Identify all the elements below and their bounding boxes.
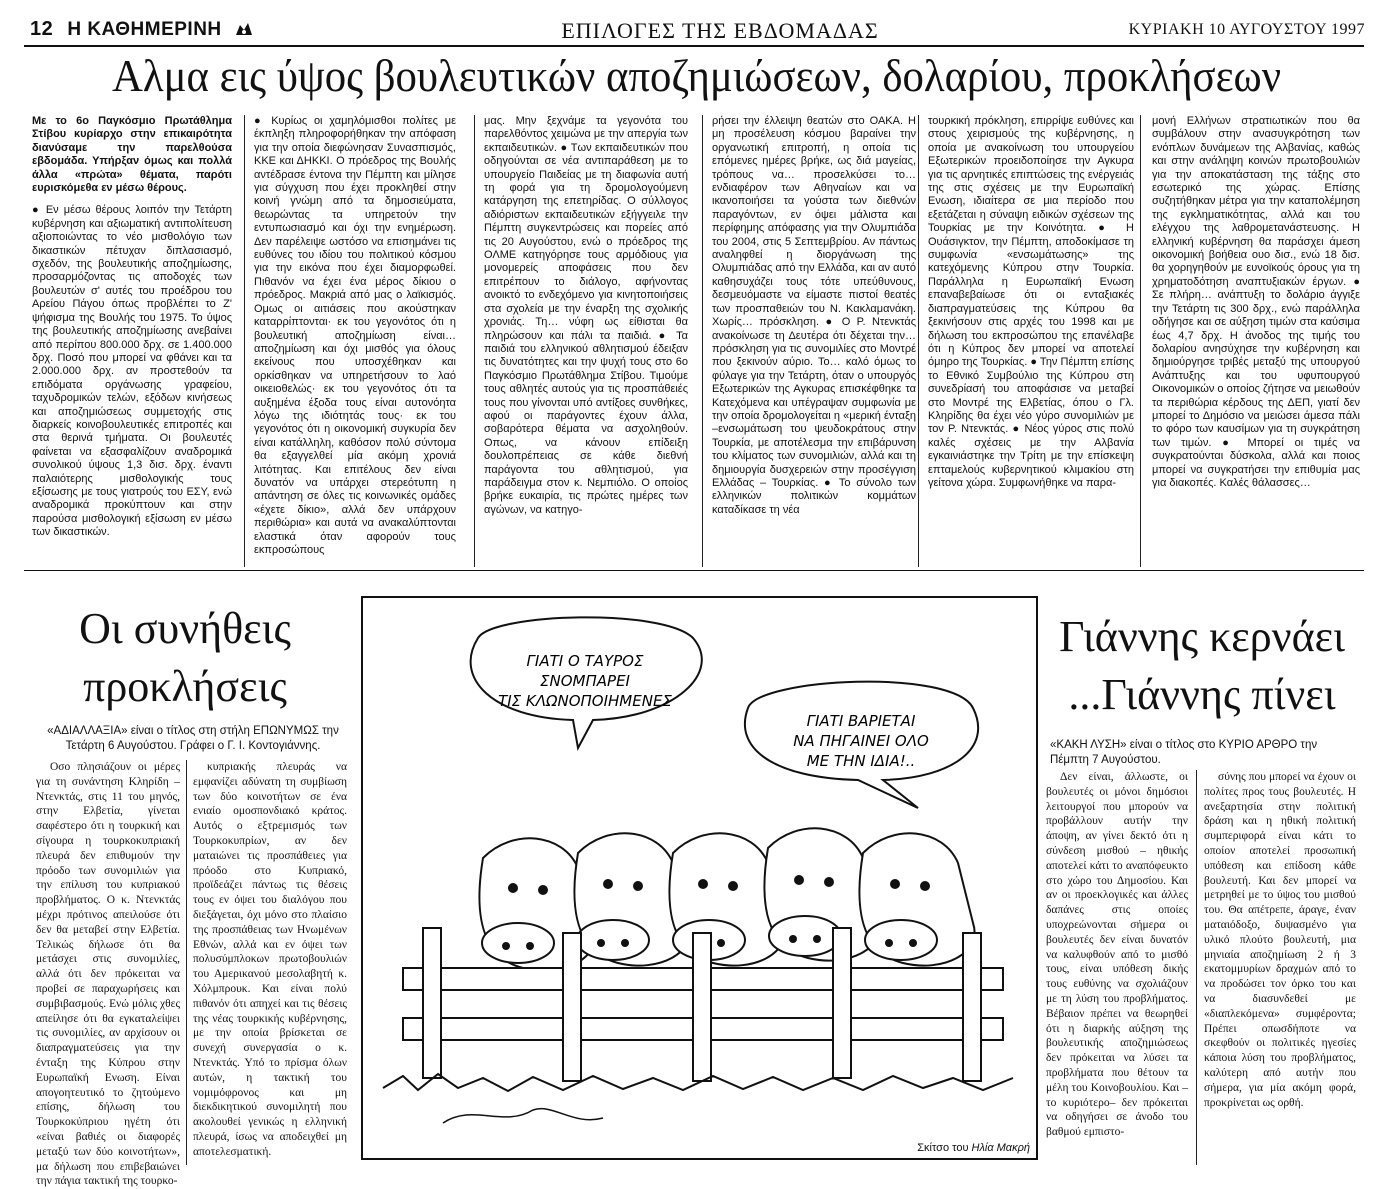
top-article-col-2 (254, 115, 456, 566)
bubble-1-line-2: ΣΝΟΜΠΑΡΕΙ (540, 672, 630, 690)
top-article-col-3 (484, 115, 688, 526)
column-divider (186, 760, 187, 1165)
article-paragraph: ρήσει την έλλειψη θεατών στο ΟΑΚΑ. Η μη προσέλευση κόσμου βαραίνει την οργανωτική επιτροπή, η οποία τις επόμενες ημέρες βρήκε, ως διά μαγείας, τρόπους να… προσελκύσει το… ενδιαφέρον των Αθηναίων και να ικανοποιήσει τα γούστα των διεθνών παραγόντων, εν όψει μάλιστα και περίφημης απόφασης για την Ολυμπιάδα του 2004, στις 5 Σεπτεμβρίου. Αν πάντως αναληφθεί η διοργάνωση της Ολυμπιάδας από την Ελλάδα, και αν αυτό καθησυχάζει τους τότε υπεύθυνους, δεσμευόμαστε να είμαστε πιστοί θεατές των προσπαθειών του Ν. Κακλαμανάκη. Χωρίς… πρόσκληση. ● Ο Ρ. Ντενκτάς ανακοίνωσε τη Δευτέρα ότι δέχεται την… πρόσκληση για τις συνομιλίες στο Μοντρέ που ξεκινούν αύριο. Το… καλό όμως το φύλαγε για την Τετάρτη, όταν ο υπουργός Εξωτερικών της Αγκυρας επισκέφθηκε τα Κατεχόμενα και υπέγραψαν συμφωνία με την οποία δρομολογείται η «μερική ένταξη –ενσωμάτωση του ψευδοκράτους στην Τουρκία, με αποτέλεσμα την επιβάρυνση του κλίματος των συνομιλιών, αλλά και τη δημιουργία δυσχερειών στην προσέγγιση Ελλάδας – Τουρκίας. ● Το σύνολο των ελληνικών πολιτικών κομμάτων καταδίκασε τη νέα (712, 115, 916, 516)
section-title: ΕΠΙΛΟΓΕΣ ΤΗΣ ΕΒΔΟΜΑΔΑΣ (561, 18, 879, 43)
article-paragraph: τουρκική πρόκληση, επιρρίψε ευθύνες και στους χειρισμούς της κυβέρνησης, η οποία με ανακοίνωση του υπουργείου Εξωτερικών προειδοποίησε την Αγκυρα για τις αρνητικές επιπτώσεις της ενέργειάς της στις σχέσεις με την Ευρωπαϊκή Ενωση, ιδιαίτερα σε μια περίοδο που εξετάζεται η σύναψη ειδικών σχέσεων της Τουρκίας με την Κοινότητα. ● Η Ουάσιγκτον, την Πέμπτη, αποδοκίμασε τη συμφωνία «ενσωμάτωσης» της κατεχόμενης Κύπρου στην Τουρκία. Παράλληλα η Ευρωπαϊκή Ενωση επαναβεβαίωσε ότι οι ενταξιακές διαπραγματεύσεις της Κύπρου θα ξεκινήσουν στις αρχές του 1998 και με δήλωση του εκπροσώπου της επανέλαβε ότι η Κύπρος δεν μπορεί να αποτελεί όμηρο της Τουρκίας. ● Την Πέμπτη επίσης το Εθνικό Συμβούλιο της Κύπρου στη συνεδρίασή του αποφάσισε να μεταβεί στο Μοντρέ της Ελβετίας, όπου ο Γλ. Κληρίδης θα έχει νέο γύρο συνομιλιών με τον Ρ. Ντενκτάς. ● Νέος γύρος στις πολύ καλές σχέσεις με την Αλβανία εγκαινιάστηκε την Τρίτη με την επίσκεψη επταμελούς κυβερνητικού κλιμακίου στη γείτονα χώρα. Συμφωνήθηκε να παρα- (928, 115, 1134, 489)
left-article-col-1 (36, 760, 180, 1188)
top-article-col-4 (712, 115, 916, 526)
bubble-1-line-1: ΓΙΑΤΙ Ο ΤΑΥΡΟΣ (526, 652, 644, 670)
bubble-1-line-3: ΤΙΣ ΚΛΩΝΟΠΟΙΗΜΕΝΕΣ (498, 692, 672, 710)
article-lead: Με το 6ο Παγκόσμιο Πρωτάθλημα Στίβου κυρίαρχο στην επικαιρότητα διανύσαμε την παρελθούσα εβδομάδα. Υπήρξαν όμως και πολλά άλλα «πρώτα» θέματα, παρότι ευρισκόμεθα εν μέσω θέρους. (32, 115, 232, 195)
article-paragraph: ● Κυρίως οι χαμηλόμισθοι πολίτες με έκπληξη πληροφορήθηκαν την απόφαση για την οποία διεφώνησαν Συνασπισμός, ΚΚΕ και ΔΗΚΚΙ. Ο πρόεδρος της Βουλής αντέδρασε έντονα την Πέμπτη και μίλησε για σύγχυση που έχει προκληθεί στην κοινή γνώμη από τα δημοσιεύματα, θεωρώντας τα υπηρετούν την εντυπωσιασμό και όχι την ενημέρωση. Δεν παρέλειψε ωστόσο να επισημάνει τις ευθύνες του ιδίου του πολιτικού κόσμου για την εικόνα που έχει διαμορφωθεί. Πιθανόν να έχει ένα μέρος δίκιου ο πρόεδρος. Μακριά από μας ο λαϊκισμός. Ομως οι αιτιάσεις που ακούστηκαν καταρρίπτονται· εκ του γεγονότος ότι η βουλευτική αποζημίωση είναι… αποζημίωση και όχι μισθός για όλους εκείνους που υποσχέθηκαν και ορκίσθηκαν να υπηρετήσουν το λαό οικειοθελώς· εκ του γεγονότος ότι τα αυξημένα έξοδα τους είναι αυτονόητα λόγω της ιδιότητάς τους· εκ του γεγονότος ότι η οικονομική συγκυρία δεν είναι κατάλληλη, καθόσον πολύ σύντομα θα εξαγγελθεί μία ακόμη χρονιά λιτότητας. Και επιτέλους δεν είναι δυνατόν να υπάρχει στερεότυπη η απάντηση σε όλες τις κοινωνικές ομάδες «έχετε δίκιο», αλλά δεν υπάρχουν περιθώρια» και αυτά να ανακαλύπτονται ελαστικά όταν αφορούν τους εκπροσώπους (254, 115, 456, 556)
owl-emblem-icon (234, 21, 254, 37)
article-paragraph: μονή Ελλήνων στρατιωτικών που θα συμβάλουν στην ανασυγκρότηση των ενόπλων δυνάμεων της Αλβανίας, καθώς και στην ανάληψη κοινών πρωτοβουλιών για την αποκατάσταση της τάξης στο εσωτερικό της χώρας. Επίσης συζητήθηκαν μέτρα για την καταπολέμηση της εγκληματικότητας, αλλά και του ελέγχου της λαθρομετανάστευσης. Η ελληνική κυβέρνηση θα παράσχει άμεση οικονομική βοήθεια ουο δισ., ενώ 18 δισ. θα χορηγηθούν με ευνοϊκούς όρους για τη χρηματοδότηση αναπτυξιακών έργων. ● Σε πλήρη… ανάπτυξη το δολάριο άγγιξε την Τετάρτη τις 300 δρχ., ενώ παράλληλα οδήγησε και σε αύξηση τιμών στα καύσιμα έως 4,7 δρχ. Η άνοδος της τιμής του δολαρίου ανησύχησε την κυβέρνηση και δημιούργησε τριβές μεταξύ της υπουργού Ανάπτυξης και του υφυπουργού Οικονομικών ο οποίος ζήτησε να μειωθούν τα περιθώρια κέρδους της ΔΕΠ, γιατί δεν μπορεί το Δημόσιο να μειώσει άμεσα πάλι το φόρο των καυσίμων για τη συγκράτηση των τιμών. ● Μπορεί οι τιμές να συγκρατούνται δύσκολα, αλλά και ποιος μπορεί να συγκρατήσει την επιθυμία μας για διακοπές. Καλές θάλασσες… (1152, 115, 1360, 489)
bubble-2-line-2: ΝΑ ΠΗΓΑΙΝΕΙ ΟΛΟ (793, 732, 929, 750)
cartoon (361, 596, 1038, 1160)
page-number: 12 (30, 18, 54, 40)
left-article-title (30, 600, 340, 716)
section-rule (24, 570, 1364, 571)
caption-prefix: Σκίτσο του (917, 1142, 969, 1154)
right-article-intro: «ΚΑΚΗ ΛΥΣΗ» είναι ο τίτλος στο ΚΥΡΙΟ ΑΡΘΡΟ την Πέμπτη 7 Αυγούστου. (1050, 739, 1318, 766)
cartoon-drawing (363, 598, 1036, 1158)
left-title-line-2: προκλήσεις (83, 662, 287, 711)
right-article-col-1 (1046, 770, 1188, 1170)
issue-date: ΚΥΡΙΑΚΗ 10 ΑΥΓΟΥΣΤΟΥ 1997 (1128, 21, 1365, 38)
bubble-2-line-1: ΓΙΑΤΙ ΒΑΡΙΕΤΑΙ (806, 712, 916, 730)
column-divider (244, 115, 245, 567)
column-divider (474, 115, 475, 567)
right-title-line-1: Γιάννης κερνάει (1059, 612, 1345, 661)
right-article-title (1012, 608, 1392, 724)
article-paragraph: ● Εν μέσω θέρους λοιπόν την Τετάρτη κυβέρνηση και αξιωματική αντιπολίτευση αξιοποιώντας το νέο μισθολόγιο των δικαστικών πέτυχαν διπλασιασμό, σχεδόν, της βουλευτικής αποζημίωσης, προσαρμόζοντας τις αποδοχές των βουλευτών σ' αυτές του προέδρου του Αρείου Πάγου όπως προβλέπει το Ζ' ψήφισμα της Βουλής του 1975. Το ύψος της βουλευτικής αποζημίωσης ανεβαίνει από περίπου 800.000 δρχ. σε 1.400.000 δρχ. Ποσό που μπορεί να φθάνει και τα 2.000.000 δρχ. αν προστεθούν τα επιδόματα οργάνωσης γραφείου, ταχυδρομικών τελών, εξόδων κινήσεως και αποζημιώσεως συμμετοχής στις διαρκείς κοινοβουλευτικές επιτροπές και στα θερινά τμήματα. Οι βουλευτές φαίνεται να εξασφαλίζουν αναδρομικά συνολικού ύψους 1,3 δισ. δρχ. έναντι παλαιότερης μισθολογικής τους εξίσωσης με τους γιατρούς του ΕΣΥ, ενώ αναδρομικά προκύπτουν και στην παρούσα μισθολογική εξίσωση εν μέσω των δικαστικών. (32, 204, 232, 539)
caption-author: Ηλία Μακρή (971, 1142, 1030, 1154)
left-title-line-1: Οι συνήθεις (79, 604, 291, 653)
right-title-line-2: ...Γιάννης πίνει (1068, 670, 1336, 719)
article-paragraph: Δεν είναι, άλλωστε, οι βουλευτές οι μόνοι δημόσιοι λειτουργοί που μπορούν να προβάλλουν αυτήν την άποψη, αν γίνει δεκτό ότι η σύνδεση μισθού – ηθικής αποτελεί κάτι το αναπόφευκτο στο χώρο του Δημοσίου. Και αν οι προεκλογικές και άλλες δαπάνες στις οποίες υποχρεώνονται σήμερα οι βουλευτές δεν είναι δυνατόν να καλυφθούν από το μισθό τους, είναι υπόθεση δικής τους ευθύνης να σχολιάζουν με τη λύση του προβλήματος. Βέβαιον πρέπει να θεωρηθεί ότι η διαρκής αύξηση της βουλευτικής αποζημιώσεως δεν πρόκειται να λύσει τα προβλήματα που θέτουν τα μέλη του Κοινοβουλίου. Και –το κυριότερο– δεν πρόκειται να οδηγήσει σε άνοδο του βαθμού εμπιστο- (1046, 771, 1188, 1139)
article-paragraph: Οσο πλησιάζουν οι μέρες για τη συνάντηση Κληρίδη – Ντενκτάς, στις 11 του μηνός, στην Ελβετία, γίνεται σαφέστερο ότι η τουρκική και σίγουρα η τουρκοκυπριακή πλευρά δεν επιθυμούν την πρόοδο των συνομιλιών για την επίλυση του κυπριακού προβλήματος. Ο κ. Ντενκτάς μέχρι πρότινος απειλούσε ότι δεν θα μεταβεί στην Ελβετία. Τελικώς δήλωσε ότι θα μετάσχει στις συνομιλίες, αλλά ότι δεν πρόκειται να προβεί σε παραχωρήσεις και συμβιβασμούς. Ενώ μόλις χθες απείλησε ότι θα εγκαταλείψει τις συνομιλίες, αν αρχίσουν οι διαπραγματεύσεις για την ένταξη της Κύπρου στην Ευρωπαϊκή Ενωση. Είναι απογοητευτικό το ζητούμενο επίσης, δήλωση του Τουρκοκύπριου ηγέτη ότι «είναι βαθιές οι διαφορές μεταξύ των δύο κοινοτήτων», μα δήλωση που επιβεβαιώνει την πάγια τακτική της τουρκο- (36, 761, 180, 1188)
column-divider (702, 115, 703, 567)
artist-signature-icon (443, 1109, 603, 1123)
cow-herd (479, 828, 974, 970)
column-divider (1196, 770, 1197, 1165)
right-article-col-2 (1204, 770, 1356, 1170)
article-paragraph: μας. Μην ξεχνάμε τα γεγονότα του παρελθόντος χειμώνα με την απεργία των εκπαιδευτικών. ● Των εκπαιδευτικών που οδηγούνται σε νέα αντιπαράθεση με το υπουργείο Παιδείας με τη διαφωνία αυτή τη φορά για τη δρομολογούμενη κατάργηση της επετηρίδας. Ο σύλλογος αδιόριστων εκπαιδευτικών εξήγγειλε την Πέμπτη συγκεντρώσεις και πορείες από τις 20 Αυγούστου, ενώ ο πρόεδρος της ΟΛΜΕ κατηγόρησε τους αρμόδιους για μονομερείς αποφάσεις που δεν επιτρέπουν το διάλογο, αφήνοντας ανοικτό το ενδεχόμενο για κινητοποιήσεις στα σχολεία με την έναρξη της σχολικής χρονιάς. Τη… νύφη ως είθισται θα πληρώσουν και πάλι τα παιδιά. ● Τα παιδιά του ελληνικού αθλητισμού έδειξαν τις δυνατότητες και την ψυχή τους στο 6ο Παγκόσμιο Πρωτάθλημα Στίβου. Τιμούμε τους αθλητές αυτούς για τις προσπάθειές τους που γίνονται υπό αντίξοες συνθήκες, αφού οι παράγοντες έχουν άλλα, σοβαρότερα θέματα να ασχοληθούν. Οπως, να κάνουν επίδειξη δουλοπρέπειας σε κάθε διεθνή παράγοντα του αθλητισμού, για παράδειγμα στον κ. Νεμπιόλο. Ο οποίος βρήκε ευκαιρία, τις πρώτες ημέρες των αγώνων, να κατηγο- (484, 115, 688, 516)
paper-name: Η ΚΑΘΗΜΕΡΙΝΗ (67, 19, 222, 40)
left-article-col-2 (193, 760, 347, 1170)
masthead-left (30, 18, 254, 41)
column-divider (1140, 115, 1141, 567)
top-article-col-5 (928, 115, 1134, 499)
masthead (30, 18, 1365, 44)
bubble-2-line-3: ΜΕ ΤΗΝ ΙΔΙΑ!.. (806, 752, 916, 770)
page-headline: Αλμα εις ύψος βουλευτικών αποζημιώσεων, δολαρίου, προκλήσεων (111, 50, 1282, 101)
article-paragraph: σύνης που μπορεί να έχουν οι πολίτες προς τους βουλευτές. Η ανεξαρτησία στην πολιτική δράση και η ηθική πολιτική συμπεριφορά είναι κάτι το οποίον αποτελεί προσωπική υπόθεση και επίδοση κάθε βουλευτή. Και δεν μπορεί να μετρηθεί με το ύψος του μισθού του. Θα απέτρεπε, άραγε, έναν ματαιόδοξο, δυψασμένο για υλικό πλούτο βουλευτή, μια μηνιαία αποζημίωση 2 ή 3 εκατομμυρίων δραχμών από το να προδώσει τον όρκο του και να διασυνδεθεί με «διαπλεκόμενα» συμφέροντα; Πρέπει οπωσδήποτε να σκεφθούν οι πολιτικές ηγεσίες κάποια λύση του προβλήματος, καλύτερη από αυτήν που σήμερα, για μία ακόμη φορά, προκρίνεται ως ορθή. (1204, 771, 1356, 1109)
top-article-col-1 (32, 115, 232, 549)
article-paragraph: κυπριακής πλευράς να εμφανίζει αδύνατη τη συμβίωση των δύο κοινοτήτων σε ένα ενιαίο ομοσπονδιακό κράτος. Αυτός ο εξτρεμισμός των Τουρκοκυπρίων, αν δεν ματαιώνει τις προσπάθειες για πρόοδο στο Κυπριακό, προϊδεάζει πάντως τις θέσεις τους εν όψει του διαλόγου που διεξάγεται, όχι μόνο στο πλαίσιο της προσπάθειας των Ηνωμένων Εθνών, αλλά και εν όψει των πολυσύμπλοκων πρωτοβουλιών του Αμερικανού μεσολαβητή κ. Χόλμπρουκ. Και είναι πολύ πιθανόν ότι απηχεί και τις θέσεις της νέας τουρκικής κυβέρνησης, με την οποία βρίσκεται σε συνεχή συνεργασία ο κ. Ντενκτάς. Υπό το πρίσμα όλων αυτών, η τακτική του νομιμόφρονος και μη διεκδικητικού συνομιλητή που ακολουθεί γενικώς η ελληνική πλευρά, ίσως να αποδειχθεί μη αποτελεσματική. (193, 761, 347, 1158)
cartoon-caption (917, 1142, 1030, 1154)
top-article-col-6 (1152, 115, 1360, 499)
left-article-intro: «ΑΔΙΑΛΛΑΞΙΑ» είναι ο τίτλος στη στήλη ΕΠΩΝΥΜΩΣ την Τετάρτη 6 Αυγούστου. Γράφει ο Γ. Ι. Κοντογιάννης. (47, 725, 339, 752)
column-divider (918, 115, 919, 567)
